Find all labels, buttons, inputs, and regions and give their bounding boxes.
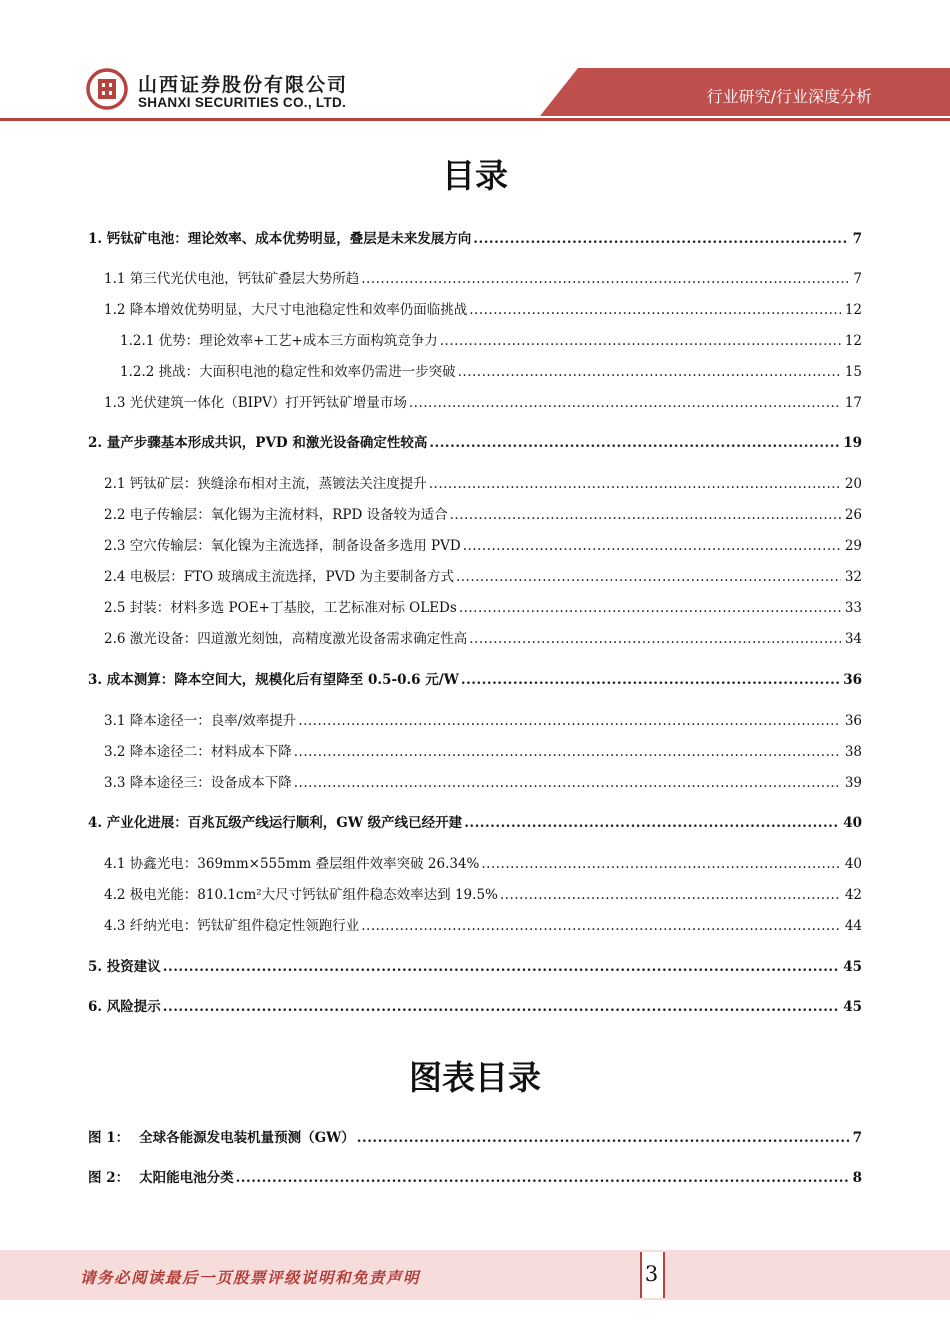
company-name-en: SHANXI SECURITIES CO., LTD. [138, 95, 347, 110]
page-number: 3 [644, 1262, 659, 1286]
toc-entry-text: 6. 风险提示 [88, 999, 161, 1015]
toc-entry-text: 2.2 电子传输层：氧化锡为主流材料，RPD 设备较为适合 [104, 507, 448, 523]
toc-entry-text: 3.3 降本途径三：设备成本下降 [104, 775, 292, 791]
toc-entry-page: 32 [844, 569, 862, 585]
toc-entry-text: 4.1 协鑫光电：369mm×555mm 叠层组件效率突破 26.34% [104, 856, 480, 872]
toc-entry[interactable] [120, 360, 862, 380]
toc-entry-page: 12 [844, 333, 862, 349]
toc-leader [163, 999, 839, 1015]
toc-entry-page: 7 [853, 271, 862, 287]
toc-leader [440, 333, 841, 349]
toc-entry-text: 2.6 激光设备：四道激光刻蚀，高精度激光设备需求确定性高 [104, 631, 468, 647]
toc-entry-text: 2. 量产步骤基本形成共识，PVD 和激光设备确定性较高 [88, 435, 428, 451]
toc-entry[interactable] [88, 995, 862, 1015]
toc-entry[interactable] [104, 740, 862, 760]
toc-entry[interactable] [104, 709, 862, 729]
toc-entry-page: 19 [843, 435, 862, 451]
toc-leader [469, 302, 841, 318]
toc-entry-text: 2.1 钙钛矿层：狭缝涂布相对主流，蒸镀法关注度提升 [104, 476, 427, 492]
report-type-label: 行业研究/行业深度分析 [706, 87, 872, 106]
toc-entry[interactable] [104, 267, 862, 287]
toc-entry-page: 12 [844, 302, 862, 318]
toc-entry-text: 1.1 第三代光伏电池，钙钛矿叠层大势所趋 [104, 271, 360, 287]
toc-entry-text: 2.4 电极层：FTO 玻璃成主流选择，PVD 为主要制备方式 [104, 569, 454, 585]
toc-leader [298, 713, 841, 729]
toc-entry[interactable] [104, 534, 862, 554]
figure-entry-text: 全球各能源发电装机量预测（GW） [139, 1130, 355, 1146]
toc-entry-text: 1. 钙钛矿电池：理论效率、成本优势明显，叠层是未来发展方向 [88, 231, 472, 247]
toc-leader [456, 569, 841, 585]
toc-entry-page: 45 [843, 959, 862, 975]
toc-leader [294, 775, 841, 791]
toc-leader [458, 364, 841, 380]
toc-entry-page: 45 [843, 999, 862, 1015]
toc-entry-page: 26 [844, 507, 862, 523]
figure-entry[interactable] [88, 1166, 862, 1186]
toc-leader [294, 744, 841, 760]
figures-title: 图表目录 [409, 1058, 541, 1097]
toc-entry-text: 1.2 降本增效优势明显，大尺寸电池稳定性和效率仍面临挑战 [104, 302, 468, 318]
toc-leader [236, 1170, 849, 1186]
toc-entry-page: 34 [844, 631, 862, 647]
toc-entry-page: 15 [844, 364, 862, 380]
toc-entry[interactable] [88, 227, 862, 247]
toc-leader [469, 631, 841, 647]
toc-leader [429, 435, 839, 451]
header-divider [0, 118, 950, 121]
figure-entry[interactable] [88, 1126, 862, 1146]
toc-leader [450, 507, 841, 523]
toc-entry-text: 3.1 降本途径一：良率/效率提升 [104, 713, 297, 729]
company-logo-icon [86, 68, 128, 110]
toc-entry[interactable] [88, 955, 862, 975]
toc-entry-text: 2.5 封装：材料多选 POE+丁基胶，工艺标准对标 OLEDs [104, 600, 457, 616]
toc-entry-page: 33 [844, 600, 862, 616]
toc-entry-page: 39 [844, 775, 862, 791]
toc-entry-page: 20 [844, 476, 862, 492]
footer-disclaimer: 请务必阅读最后一页股票评级说明和免责声明 [80, 1268, 421, 1287]
toc-entry-text: 4.3 纤纳光电：钙钛矿组件稳定性领跑行业 [104, 918, 360, 934]
toc-leader [464, 815, 839, 831]
toc-entry-text: 4.2 极电光能：810.1cm²大尺寸钙钛矿组件稳态效率达到 19.5% [104, 887, 498, 903]
toc-leader [163, 959, 839, 975]
toc-entry[interactable] [104, 298, 862, 318]
toc-entry-page: 7 [852, 231, 862, 247]
toc-entry-page: 36 [844, 713, 862, 729]
toc-entry[interactable] [104, 565, 862, 585]
toc-leader [481, 856, 840, 872]
toc-entry-text: 3.2 降本途径二：材料成本下降 [104, 744, 292, 760]
toc-entry-text: 4. 产业化进展：百兆瓦级产线运行顺利，GW 级产线已经开建 [88, 815, 463, 831]
toc-entry[interactable] [104, 883, 862, 903]
toc-entry[interactable] [120, 329, 862, 349]
toc-entry-page: 29 [844, 538, 862, 554]
toc-entry[interactable] [88, 668, 862, 688]
figure-entry-label: 图 2： [88, 1170, 130, 1186]
toc-entry-text: 1.2.1 优势：理论效率+工艺+成本三方面构筑竞争力 [120, 333, 438, 349]
toc-entry-page: 44 [844, 918, 862, 934]
toc-entry[interactable] [104, 391, 862, 411]
toc-leader [361, 271, 849, 287]
toc-entry-page: 40 [843, 815, 862, 831]
toc-entry-page: 17 [844, 395, 862, 411]
toc-leader [463, 538, 841, 554]
toc-entry[interactable] [104, 852, 862, 872]
toc-leader [429, 476, 841, 492]
company-name-cn: 山西证券股份有限公司 [138, 74, 349, 96]
toc-entry-page: 38 [844, 744, 862, 760]
toc-leader [409, 395, 841, 411]
figure-entry-page: 7 [852, 1130, 862, 1146]
toc-entry-text: 2.3 空穴传输层：氧化镍为主流选择，制备设备多选用 PVD [104, 538, 461, 554]
toc-leader [357, 1130, 849, 1146]
figure-entry-label: 图 1： [88, 1130, 130, 1146]
figure-entry-page: 8 [852, 1170, 862, 1186]
toc-leader [459, 600, 841, 616]
toc-entry[interactable] [104, 503, 862, 523]
toc-entry-text: 5. 投资建议 [88, 959, 161, 975]
toc-entry[interactable] [88, 431, 862, 451]
toc-entry-text: 3. 成本测算：降本空间大，规模化后有望降至 0.5-0.6 元/W [88, 672, 459, 688]
toc-entry-page: 36 [843, 672, 862, 688]
toc-entry[interactable] [104, 596, 862, 616]
toc-title: 目录 [442, 156, 508, 195]
page-header [0, 0, 950, 125]
toc-leader [361, 918, 841, 934]
figure-entry-text: 太阳能电池分类 [139, 1170, 234, 1186]
toc-leader [461, 672, 839, 688]
toc-entry[interactable] [104, 914, 862, 934]
toc-entry[interactable] [88, 811, 862, 831]
toc-entry-page: 42 [844, 887, 862, 903]
toc-leader [500, 887, 841, 903]
toc-entry[interactable] [104, 771, 862, 791]
toc-entry-text: 1.2.2 挑战：大面积电池的稳定性和效率仍需进一步突破 [120, 364, 456, 380]
toc-entry[interactable] [104, 472, 862, 492]
toc-entry-text: 1.3 光伏建筑一体化（BIPV）打开钙钛矿增量市场 [104, 395, 407, 411]
toc-leader [473, 231, 848, 247]
toc-entry-page: 40 [844, 856, 862, 872]
toc-entry[interactable] [104, 627, 862, 647]
